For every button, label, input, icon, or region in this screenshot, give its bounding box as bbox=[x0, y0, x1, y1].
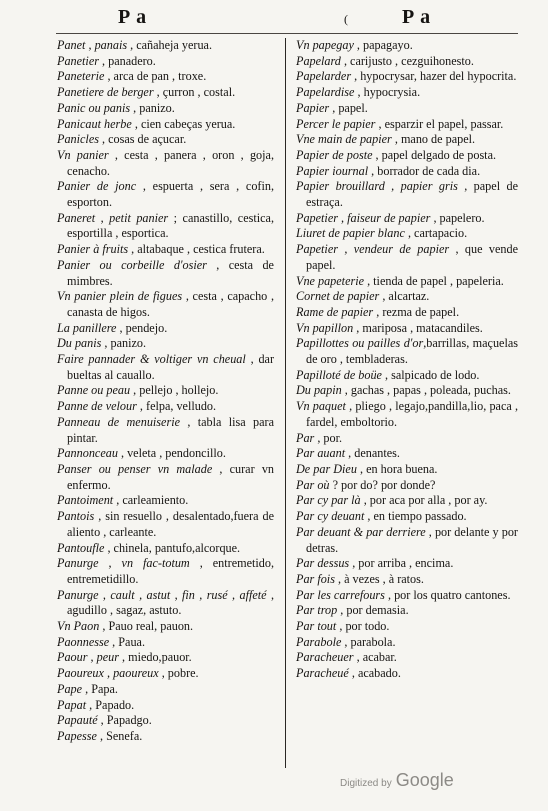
dictionary-entry bbox=[57, 541, 274, 557]
entry-headword: Vne main de papier bbox=[296, 132, 392, 147]
entry-definition: , felpa, velludo. bbox=[136, 399, 217, 414]
dictionary-entry bbox=[296, 85, 518, 101]
entry-headword: Paour , peur bbox=[57, 650, 119, 665]
entry-definition: , cien cabeças yerua. bbox=[131, 116, 236, 131]
entry-headword: Papelard bbox=[296, 53, 341, 68]
entry-headword: Vn panier plein de figues bbox=[57, 289, 183, 304]
running-head-left: P a bbox=[118, 6, 148, 28]
dictionary-entry bbox=[296, 572, 518, 588]
entry-headword: Vn panier bbox=[57, 147, 109, 162]
entry-headword: Par cy par là bbox=[296, 493, 361, 508]
entry-headword: Rame de papier bbox=[296, 304, 374, 319]
dictionary-entry bbox=[296, 666, 518, 682]
entry-definition: , altabaque , cestica frutera. bbox=[128, 242, 265, 257]
dictionary-entry bbox=[57, 289, 274, 320]
dictionary-entry bbox=[57, 352, 274, 383]
dictionary-entry bbox=[296, 336, 518, 367]
dictionary-entry bbox=[57, 509, 274, 540]
dictionary-entry bbox=[296, 462, 518, 478]
entry-definition: , papel delgado de posta. bbox=[372, 147, 497, 162]
dictionary-entry bbox=[296, 226, 518, 242]
entry-headword: Panser ou penser vn malade bbox=[57, 461, 213, 476]
entry-headword: Papier iournal bbox=[296, 163, 369, 178]
dictionary-entry bbox=[296, 446, 518, 462]
entry-definition: , cesta de mimbres. bbox=[67, 257, 274, 288]
entry-definition: , agudillo , sagaz, astuto. bbox=[67, 587, 274, 618]
dictionary-entry bbox=[296, 274, 518, 290]
entry-headword: Papillottes ou pailles d'or bbox=[296, 336, 424, 351]
entry-definition: , Papa. bbox=[82, 681, 118, 696]
entry-definition: , pellejo , hollejo. bbox=[130, 383, 219, 398]
entry-definition: , por aca por alla , por ay. bbox=[360, 493, 488, 508]
entry-definition: , panizo. bbox=[101, 336, 147, 351]
entry-definition: , por los quatro cantones. bbox=[384, 587, 511, 602]
entry-definition: , papel de estraça. bbox=[306, 179, 518, 210]
dictionary-entry bbox=[296, 117, 518, 133]
entry-headword: Papier de poste bbox=[296, 147, 373, 162]
entry-headword: Par auant bbox=[296, 446, 346, 461]
entry-headword: Panurge , vn fac-totum bbox=[57, 556, 190, 571]
dictionary-entry bbox=[296, 368, 518, 384]
entry-definition: , arca de pan , troxe. bbox=[104, 69, 207, 84]
running-head-right: P a bbox=[402, 6, 432, 28]
entry-definition: , Papadgo. bbox=[97, 713, 152, 728]
entry-definition: , por demasia. bbox=[337, 603, 409, 618]
entry-headword: Paracheué bbox=[296, 666, 349, 681]
entry-headword: Panetiere de berger bbox=[57, 85, 154, 100]
dictionary-entry bbox=[57, 211, 274, 242]
entry-definition: , pendejo. bbox=[116, 320, 168, 335]
entry-headword: Papier bbox=[296, 100, 330, 115]
dictionary-entry bbox=[57, 729, 274, 745]
entry-headword: Cornet de papier bbox=[296, 289, 380, 304]
dictionary-entry bbox=[57, 321, 274, 337]
entry-headword: Par tout bbox=[296, 619, 337, 634]
entry-headword: Par bbox=[296, 430, 315, 445]
entry-headword: Par les carrefours bbox=[296, 587, 385, 602]
watermark-small-text: Digitized by bbox=[340, 778, 392, 789]
dictionary-entry bbox=[57, 179, 274, 210]
entry-definition: , salpicado de lodo. bbox=[381, 367, 480, 382]
entry-headword: Pantoiment bbox=[57, 493, 114, 508]
entry-headword: Par trop bbox=[296, 603, 338, 618]
entry-definition: ,barrillas, maçuelas de oro , tembladeras. bbox=[306, 336, 518, 367]
dictionary-entry bbox=[296, 54, 518, 70]
dictionary-entry bbox=[296, 321, 518, 337]
entry-headword: Panet , panais bbox=[57, 38, 128, 52]
entry-definition: , espuerta , sera , cofin, esporton. bbox=[67, 179, 274, 210]
entry-definition: , pobre. bbox=[158, 666, 199, 681]
entry-definition: , cañaheja yerua. bbox=[127, 38, 212, 52]
entry-headword: Par dessus bbox=[296, 556, 350, 571]
entry-headword: Par cy deuant bbox=[296, 509, 365, 524]
entry-definition: , Paua. bbox=[109, 634, 146, 649]
entry-definition: , cesta , capacho , canasta de higos. bbox=[67, 289, 275, 319]
dictionary-entry bbox=[296, 179, 518, 210]
entry-definition: , por arriba , encima. bbox=[349, 556, 454, 571]
entry-headword: Paneterie bbox=[57, 69, 105, 84]
dictionary-entry bbox=[296, 493, 518, 509]
entry-definition: ; canastillo, cestica, esportilla , esportica. bbox=[67, 210, 274, 241]
dictionary-entry bbox=[57, 682, 274, 698]
dictionary-entry bbox=[296, 650, 518, 666]
dictionary-entry bbox=[296, 635, 518, 651]
entry-definition: , dar bueltas al cauallo. bbox=[67, 352, 275, 382]
entry-definition: , à vezes , à ratos. bbox=[334, 571, 424, 586]
dictionary-entry bbox=[57, 258, 274, 289]
entry-definition: , carijusto , cezguihonesto. bbox=[340, 53, 474, 68]
dictionary-entry bbox=[296, 69, 518, 85]
entry-definition: , sin resuello , desalentado,fuera de aliento , carleante. bbox=[67, 509, 274, 539]
dictionary-entry bbox=[296, 148, 518, 164]
entry-definition: , cosas de açucar. bbox=[98, 132, 187, 147]
entry-headword: Faire pannader & voltiger vn cheual bbox=[57, 352, 246, 367]
entry-definition: , Papado. bbox=[86, 697, 135, 712]
entry-definition: , que vende papel. bbox=[306, 242, 518, 272]
dictionary-entry bbox=[57, 493, 274, 509]
google-logo-text: Google bbox=[395, 770, 454, 790]
dictionary-entry bbox=[57, 69, 274, 85]
entry-headword: Vn papegay bbox=[296, 38, 354, 52]
entry-definition: , mariposa , matacandiles. bbox=[353, 320, 483, 335]
entry-headword: Papat bbox=[57, 697, 87, 712]
entry-definition: , papagayo. bbox=[353, 38, 413, 52]
dictionary-entry bbox=[296, 399, 518, 430]
dictionary-entry bbox=[57, 117, 274, 133]
entry-headword: Papetier , faiseur de papier bbox=[296, 210, 431, 225]
dictionary-entry bbox=[57, 698, 274, 714]
entry-definition: , esparzir el papel, passar. bbox=[375, 116, 504, 131]
entry-definition: ? por do? por donde? bbox=[329, 477, 436, 492]
entry-definition: , panadero. bbox=[98, 53, 156, 68]
dictionary-entry bbox=[296, 556, 518, 572]
dictionary-entry bbox=[296, 603, 518, 619]
dictionary-entry bbox=[57, 148, 274, 179]
entry-definition: , por. bbox=[314, 430, 343, 445]
entry-headword: Papilloté de boüe bbox=[296, 367, 382, 382]
entry-headword: Papelardise bbox=[296, 85, 355, 100]
entry-definition: , acabar. bbox=[353, 650, 397, 665]
entry-headword: Vn Paon bbox=[57, 619, 100, 634]
entry-headword: Panetier bbox=[57, 53, 99, 68]
entry-definition: , en hora buena. bbox=[356, 461, 438, 476]
dictionary-entry bbox=[57, 446, 274, 462]
entry-headword: Percer le papier bbox=[296, 116, 376, 131]
entry-headword: La panillere bbox=[57, 320, 117, 335]
dictionary-entry bbox=[57, 85, 274, 101]
entry-headword: Du panis bbox=[57, 336, 102, 351]
entry-headword: Panicaut herbe bbox=[57, 116, 132, 131]
entry-definition: , chinela, pantufo,alcorque. bbox=[104, 540, 241, 555]
dictionary-entry bbox=[57, 399, 274, 415]
dictionary-entry bbox=[57, 619, 274, 635]
dictionary-entry bbox=[296, 305, 518, 321]
entry-definition: , carleamiento. bbox=[113, 493, 189, 508]
entry-definition: , cesta , panera , oron , goja, cenacho. bbox=[67, 147, 274, 178]
entry-definition: , denantes. bbox=[345, 446, 400, 461]
entry-definition: , curar vn enfermo. bbox=[67, 461, 275, 492]
dictionary-entry bbox=[57, 38, 274, 54]
entry-definition: , tabla lisa para pintar. bbox=[67, 414, 274, 445]
entry-headword: Parabole bbox=[296, 634, 342, 649]
entry-headword: Pantoufle bbox=[57, 540, 105, 555]
dictionary-entry bbox=[57, 415, 274, 446]
entry-definition: , çurron , costal. bbox=[153, 85, 236, 100]
dictionary-entry bbox=[296, 289, 518, 305]
dictionary-entry bbox=[296, 132, 518, 148]
entry-definition: , tienda de papel , papeleria. bbox=[364, 273, 504, 288]
dictionary-entry bbox=[296, 509, 518, 525]
entry-headword: Panurge , cault , astut , fin , rusé , affeté bbox=[57, 587, 267, 602]
entry-definition: , entremetido, entremetidillo. bbox=[67, 556, 274, 586]
entry-definition: , acabado. bbox=[348, 666, 401, 681]
entry-headword: Panne ou peau bbox=[57, 383, 131, 398]
entry-headword: Panier à fruits bbox=[57, 242, 129, 257]
dictionary-entry bbox=[57, 556, 274, 587]
entry-headword: Liuret de papier blanc bbox=[296, 226, 405, 241]
header-rule bbox=[56, 33, 518, 34]
entry-definition: , gachas , papas , poleada, puchas. bbox=[341, 383, 511, 398]
dictionary-entry bbox=[296, 478, 518, 494]
dictionary-entry bbox=[296, 619, 518, 635]
entry-headword: Panier de jonc bbox=[57, 179, 137, 194]
column-divider bbox=[285, 38, 286, 768]
entry-definition: , mano de papel. bbox=[391, 132, 476, 147]
right-column bbox=[296, 38, 518, 682]
entry-headword: Par deuant & par derriere bbox=[296, 524, 426, 539]
digitized-by-watermark bbox=[340, 770, 454, 791]
entry-headword: Papesse bbox=[57, 728, 97, 743]
entry-definition: , Senefa. bbox=[96, 728, 143, 743]
entry-headword: Papelarder bbox=[296, 69, 352, 84]
dictionary-entry bbox=[57, 132, 274, 148]
entry-headword: Panicles bbox=[57, 132, 99, 147]
entry-definition: , Pauo real, pauon. bbox=[99, 619, 194, 634]
dictionary-entry bbox=[296, 242, 518, 273]
entry-headword: Par où bbox=[296, 477, 330, 492]
entry-definition: , papel. bbox=[329, 100, 368, 115]
dictionary-entry bbox=[296, 383, 518, 399]
dictionary-entry bbox=[296, 431, 518, 447]
entry-headword: Panneau de menuiserie bbox=[57, 414, 180, 429]
dictionary-entry bbox=[57, 713, 274, 729]
entry-headword: Pape bbox=[57, 681, 83, 696]
entry-headword: Pantois bbox=[57, 509, 95, 524]
entry-definition: , rezma de papel. bbox=[373, 304, 460, 319]
entry-headword: Papauté bbox=[57, 713, 98, 728]
entry-headword: Papier brouillard , papier gris bbox=[296, 179, 458, 194]
dictionary-entry bbox=[57, 383, 274, 399]
dictionary-entry bbox=[57, 54, 274, 70]
entry-definition: , por delante y por detras. bbox=[306, 524, 518, 555]
dictionary-entry bbox=[57, 635, 274, 651]
entry-headword: Panic ou panis bbox=[57, 100, 131, 115]
entry-definition: , alcartaz. bbox=[379, 289, 430, 304]
dictionary-entry bbox=[57, 242, 274, 258]
entry-definition: , en tiempo passado. bbox=[364, 509, 467, 524]
running-head-mark: ( bbox=[344, 12, 349, 26]
entry-headword: Paoureux , paoureux bbox=[57, 666, 159, 681]
entry-headword: Vn paquet bbox=[296, 399, 346, 414]
dictionary-entry bbox=[296, 588, 518, 604]
dictionary-entry bbox=[57, 666, 274, 682]
entry-headword: Panier ou corbeille d'osier bbox=[57, 257, 207, 272]
dictionary-entry bbox=[296, 525, 518, 556]
entry-headword: De par Dieu bbox=[296, 461, 357, 476]
entry-definition: , por todo. bbox=[336, 619, 390, 634]
dictionary-entry bbox=[296, 164, 518, 180]
entry-headword: Par fois bbox=[296, 571, 335, 586]
entry-headword: Paneret , petit panier bbox=[57, 210, 169, 225]
entry-definition: , hypocrysar, hazer del hypocrita. bbox=[351, 69, 517, 84]
entry-definition: , cartapacio. bbox=[404, 226, 468, 241]
entry-headword: Vn papillon bbox=[296, 320, 354, 335]
dictionary-entry bbox=[296, 38, 518, 54]
dictionary-entry bbox=[57, 336, 274, 352]
dictionary-entry bbox=[296, 101, 518, 117]
entry-definition: , parabola. bbox=[341, 634, 396, 649]
entry-headword: Pannonceau bbox=[57, 446, 118, 461]
entry-definition: , papelero. bbox=[430, 210, 485, 225]
entry-headword: Vne papeterie bbox=[296, 273, 365, 288]
dictionary-entry bbox=[57, 462, 274, 493]
entry-headword: Du papin bbox=[296, 383, 342, 398]
dictionary-entry bbox=[57, 101, 274, 117]
entry-definition: , hypocrysia. bbox=[354, 85, 421, 100]
dictionary-entry bbox=[57, 650, 274, 666]
entry-definition: , veleta , pendoncillo. bbox=[117, 446, 226, 461]
entry-definition: , panizo. bbox=[130, 100, 175, 115]
entry-definition: , miedo,pauor. bbox=[118, 650, 192, 665]
entry-definition: , pliego , legajo,pandilla,lio, paca , fardel, emboltorio. bbox=[306, 399, 518, 429]
entry-headword: Papetier , vendeur de papier bbox=[296, 242, 450, 257]
entry-headword: Paracheuer bbox=[296, 650, 354, 665]
left-column bbox=[57, 38, 274, 745]
dictionary-entry bbox=[296, 211, 518, 227]
entry-headword: Paonnesse bbox=[57, 634, 110, 649]
entry-definition: , borrador de cada dia. bbox=[368, 163, 481, 178]
dictionary-entry bbox=[57, 588, 274, 619]
entry-headword: Panne de velour bbox=[57, 399, 137, 414]
